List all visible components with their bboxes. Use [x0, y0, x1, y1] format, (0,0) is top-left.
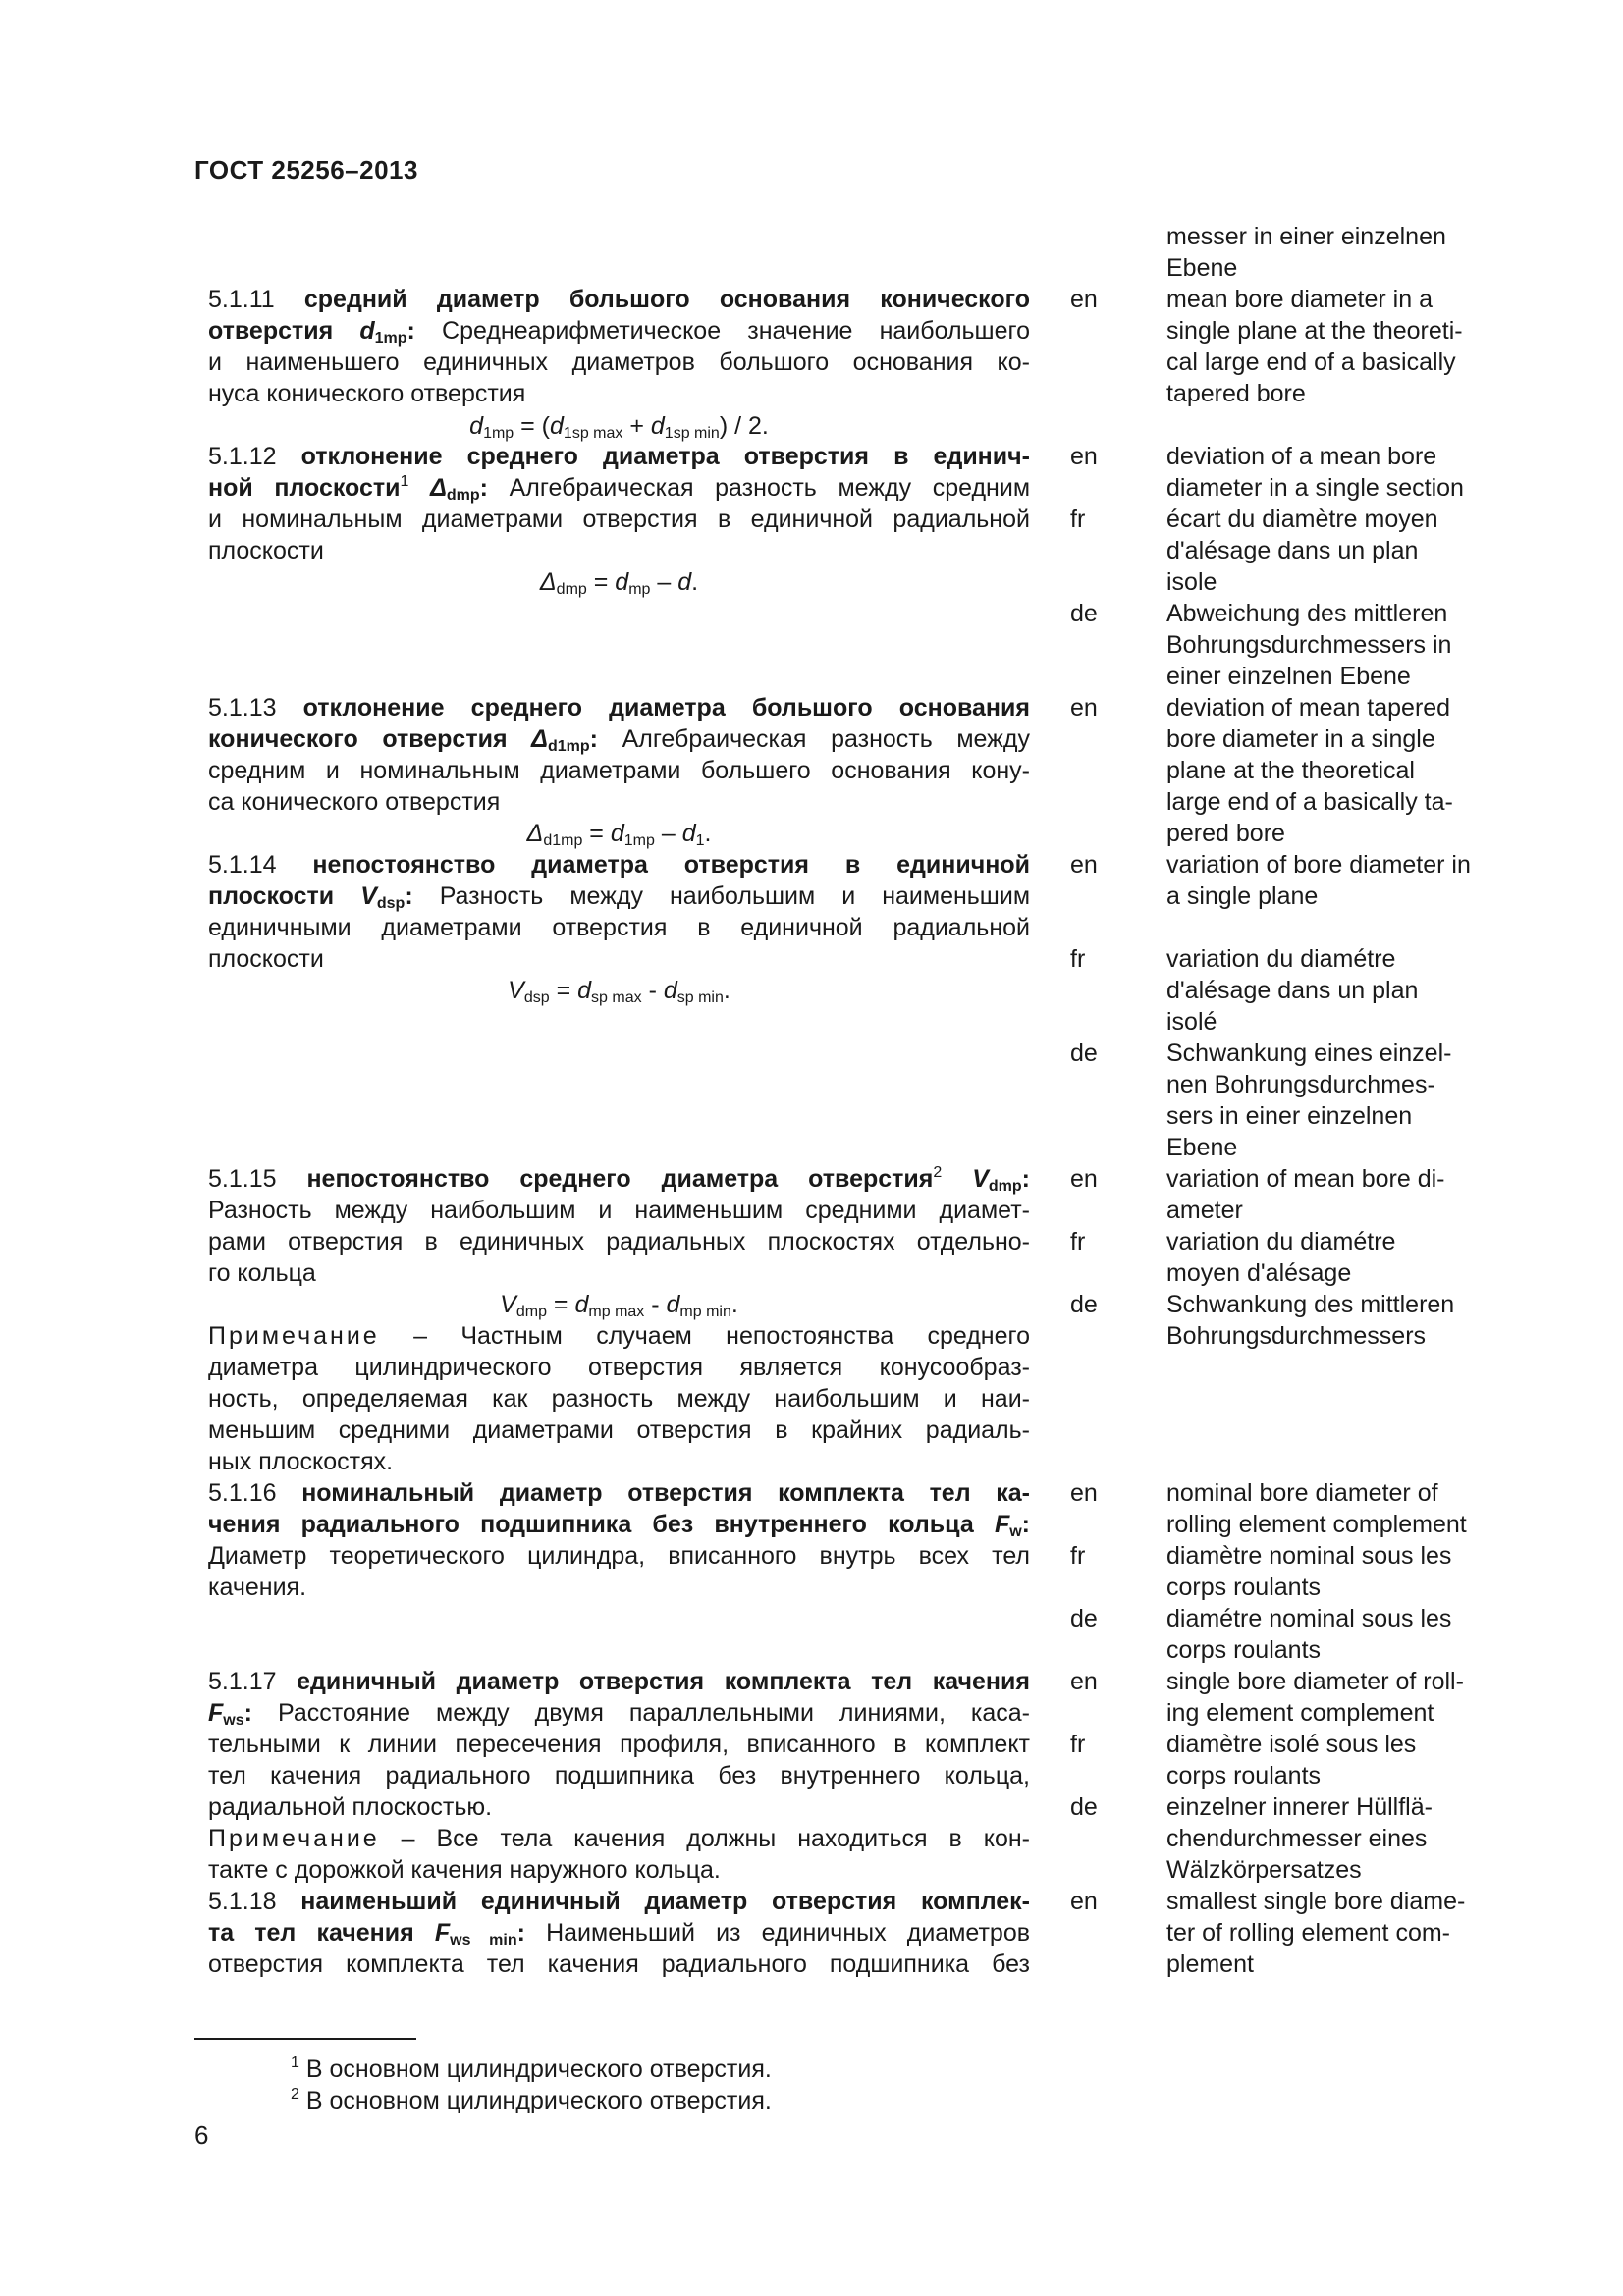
- lang-de: de: [1070, 1793, 1098, 1821]
- lang-fr: fr: [1070, 506, 1086, 533]
- term-en: ing element complement: [1166, 1699, 1434, 1727]
- term-en: single plane at the theoreti-: [1166, 317, 1463, 345]
- term-en: ter of rolling element com-: [1166, 1919, 1451, 1947]
- clause-5-1-17-line-2: $F_{ws}$: Расстояние между двумя параллельными линиями, каса-: [208, 1699, 1031, 1729]
- lang-de: de: [1070, 600, 1098, 627]
- clause-5-1-13-line-3: средним и номинальным диаметрами большего основания кону-: [208, 757, 1030, 784]
- lang-en: en: [1070, 694, 1098, 721]
- term-fr: variation du diamétre: [1166, 1228, 1396, 1255]
- document-header: ГОСТ 25256–2013: [194, 155, 418, 185]
- lang-de: de: [1070, 1605, 1098, 1632]
- term-en: smallest single bore diame-: [1166, 1888, 1466, 1915]
- term-de: Schwankung des mittleren: [1166, 1291, 1455, 1318]
- term-fr: isolé: [1166, 1008, 1217, 1036]
- clause-5-1-14-line-2: плоскости $V_{dsp}$: Разность между наибольшим и наименьшим: [208, 882, 1031, 912]
- term-en: deviation of a mean bore: [1166, 443, 1437, 470]
- clause-5-1-18-line-1: 5.1.18 наименьший единичный диаметр отверстия комплек-: [208, 1888, 1031, 1915]
- footnote-separator: [194, 2038, 416, 2040]
- term-en: large end of a basically ta-: [1166, 788, 1453, 816]
- clause-5-1-11-line-2: отверстия $d_{1mp}$: Среднеарифметическое значение наибольшего: [208, 317, 1030, 347]
- clause-5-1-14-line-4: плоскости: [208, 945, 324, 973]
- term-de: diamétre nominal sous les: [1166, 1605, 1452, 1632]
- note-5-1-17-line-2: такте с дорожкой качения наружного кольца.: [208, 1856, 721, 1884]
- note-5-1-15-line-4: меньшим средними диаметрами отверстия в крайних радиаль-: [208, 1416, 1030, 1444]
- clause-5-1-14-line-1: 5.1.14 непостоянство диаметра отверстия в единичной: [208, 851, 1030, 879]
- term-fr: d'alésage dans un plan: [1166, 977, 1419, 1004]
- term-en: cal large end of a basically: [1166, 348, 1456, 376]
- term-fr: d'alésage dans un plan: [1166, 537, 1419, 564]
- term-en: plane at the theoretical: [1166, 757, 1415, 784]
- note-5-1-15-line-5: ных плоскостях.: [208, 1448, 394, 1475]
- term-en: tapered bore: [1166, 380, 1306, 407]
- clause-5-1-13-line-4: са конического отверстия: [208, 788, 501, 816]
- clause-5-1-16-line-1: 5.1.16 номинальный диаметр отверстия комплекта тел ка-: [208, 1479, 1030, 1507]
- term-de-continued: messer in einer einzelnen: [1166, 223, 1446, 250]
- term-fr: variation du diamétre: [1166, 945, 1396, 973]
- term-de: chendurchmesser eines: [1166, 1825, 1428, 1852]
- formula-5-1-15: $V_{dmp} = d_{mp max} - d_{mp min}$.: [500, 1291, 738, 1320]
- note-5-1-15-line-1: Примечание – Частным случаем непостоянства среднего: [208, 1322, 1030, 1350]
- term-en: nominal bore diameter of: [1166, 1479, 1438, 1507]
- term-de: Wälzkörpersatzes: [1166, 1856, 1362, 1884]
- term-en: plement: [1166, 1950, 1254, 1978]
- term-de: einzelner innerer Hüllflä-: [1166, 1793, 1433, 1821]
- clause-5-1-17-line-4: тел качения радиального подшипника без внутреннего кольца,: [208, 1762, 1030, 1789]
- lang-fr: fr: [1070, 1542, 1086, 1570]
- term-en: pered bore: [1166, 820, 1285, 847]
- clause-5-1-16-line-3: Диаметр теоретического цилиндра, вписанного внутрь всех тел: [208, 1542, 1030, 1570]
- lang-en: en: [1070, 1165, 1098, 1193]
- term-en: rolling element complement: [1166, 1511, 1467, 1538]
- lang-en: en: [1070, 443, 1098, 470]
- term-de: Bohrungsdurchmessers: [1166, 1322, 1427, 1350]
- clause-5-1-15-line-3: рами отверстия в единичных радиальных плоскостях отдельно-: [208, 1228, 1030, 1255]
- lang-en: en: [1070, 1668, 1098, 1695]
- formula-5-1-12: $\Delta_{dmp} = d_{mp} - d$.: [539, 568, 699, 598]
- clause-5-1-15-line-2: Разность между наибольшим и наименьшим средними диамет-: [208, 1197, 1030, 1224]
- term-de: sers in einer einzelnen: [1166, 1102, 1413, 1130]
- lang-en: en: [1070, 1888, 1098, 1915]
- note-5-1-17-line-1: Примечание – Все тела качения должны находиться в кон-: [208, 1825, 1030, 1852]
- term-en: mean bore diameter in a: [1166, 286, 1433, 313]
- term-de: Bohrungsdurchmessers in: [1166, 631, 1452, 659]
- formula-5-1-11: $d_{1mp} = (d_{1sp max} + d_{1sp min}) / 2$.: [469, 412, 769, 442]
- term-fr: écart du diamètre moyen: [1166, 506, 1438, 533]
- lang-en: en: [1070, 286, 1098, 313]
- clause-5-1-11-line-4: нуса конического отверстия: [208, 380, 526, 407]
- term-en: single bore diameter of roll-: [1166, 1668, 1464, 1695]
- clause-5-1-17-line-3: тельными к линии пересечения профиля, вписанного в комплект: [208, 1731, 1030, 1758]
- term-fr: diamètre nominal sous les: [1166, 1542, 1452, 1570]
- clause-5-1-13-line-1: 5.1.13 отклонение среднего диаметра большого основания: [208, 694, 1030, 721]
- clause-5-1-18-line-3: отверстия комплекта тел качения радиального подшипника без: [208, 1950, 1030, 1978]
- term-fr: moyen d'alésage: [1166, 1259, 1352, 1287]
- page-number: 6: [194, 2120, 209, 2150]
- clause-5-1-15-line-1: 5.1.15 непостоянство среднего диаметра отверстия$^2$ $V_{dmp}$:: [208, 1164, 1030, 1195]
- clause-5-1-16-line-4: качения.: [208, 1574, 307, 1601]
- term-en: diameter in a single section: [1166, 474, 1464, 502]
- clause-5-1-11-line-1: 5.1.11 средний диаметр большого основания конического: [208, 286, 1030, 313]
- clause-5-1-12-line-3: и номинальным диаметрами отверстия в единичной радиальной: [208, 506, 1030, 533]
- clause-5-1-15-line-4: го кольца: [208, 1259, 316, 1287]
- term-de: Abweichung des mittleren: [1166, 600, 1448, 627]
- term-en: deviation of mean tapered: [1166, 694, 1451, 721]
- term-fr: isole: [1166, 568, 1217, 596]
- clause-5-1-14-line-3: единичными диаметрами отверстия в единичной радиальной: [208, 914, 1030, 941]
- clause-5-1-11-line-3: и наименьшего единичных диаметров большого основания ко-: [208, 348, 1030, 376]
- term-fr: corps roulants: [1166, 1574, 1322, 1601]
- term-en: a single plane: [1166, 882, 1319, 910]
- lang-fr: fr: [1070, 1228, 1086, 1255]
- term-de: einer einzelnen Ebene: [1166, 663, 1411, 690]
- formula-5-1-13: $\Delta_{d1mp} = d_{1mp} - d_1$.: [526, 820, 712, 849]
- clause-5-1-12-line-1: 5.1.12 отклонение среднего диаметра отверстия в единич-: [208, 443, 1030, 470]
- term-en: variation of mean bore di-: [1166, 1165, 1445, 1193]
- lang-fr: fr: [1070, 1731, 1086, 1758]
- clause-5-1-16-line-2: чения радиального подшипника без внутреннего кольца $F_w$:: [208, 1511, 1030, 1540]
- clause-5-1-17-line-1: 5.1.17 единичный диаметр отверстия комплекта тел качения: [208, 1668, 1030, 1695]
- clause-5-1-17-line-5: радиальной плоскостью.: [208, 1793, 493, 1821]
- term-de: Ebene: [1166, 1134, 1238, 1161]
- term-fr: corps roulants: [1166, 1762, 1322, 1789]
- lang-de: de: [1070, 1291, 1098, 1318]
- note-5-1-15-line-2: диаметра цилиндрического отверстия является конусообраз-: [208, 1354, 1030, 1381]
- note-5-1-15-line-3: ность, определяемая как разность между наибольшим и наи-: [208, 1385, 1030, 1413]
- formula-5-1-14: $V_{dsp} = d_{sp max} - d_{sp min}$.: [508, 977, 730, 1006]
- lang-en: en: [1070, 1479, 1098, 1507]
- clause-5-1-12-line-2: ной плоскости$^1$ $\Delta_{dmp}$: Алгебраическая разность между средним: [208, 473, 1031, 504]
- term-de-continued: Ebene: [1166, 254, 1238, 282]
- term-en: bore diameter in a single: [1166, 725, 1435, 753]
- clause-5-1-12-line-4: плоскости: [208, 537, 324, 564]
- lang-de: de: [1070, 1040, 1098, 1067]
- lang-en: en: [1070, 851, 1098, 879]
- footnote-2: $^2$ В основном цилиндрического отверстия.: [291, 2086, 772, 2114]
- term-fr: diamètre isolé sous les: [1166, 1731, 1417, 1758]
- term-de: corps roulants: [1166, 1636, 1322, 1664]
- clause-5-1-13-line-2: конического отверстия $\Delta_{d1mp}$: Алгебраическая разность между: [208, 725, 1030, 755]
- term-de: Schwankung eines einzel-: [1166, 1040, 1452, 1067]
- term-de: nen Bohrungsdurchmes-: [1166, 1071, 1435, 1098]
- clause-5-1-18-line-2: та тел качения $F_{ws min}$: Наименьший из единичных диаметров: [208, 1919, 1031, 1949]
- footnote-1: $^1$ В основном цилиндрического отверстия.: [291, 2055, 772, 2083]
- term-en: variation of bore diameter in: [1166, 851, 1471, 879]
- term-en: ameter: [1166, 1197, 1243, 1224]
- lang-fr: fr: [1070, 945, 1086, 973]
